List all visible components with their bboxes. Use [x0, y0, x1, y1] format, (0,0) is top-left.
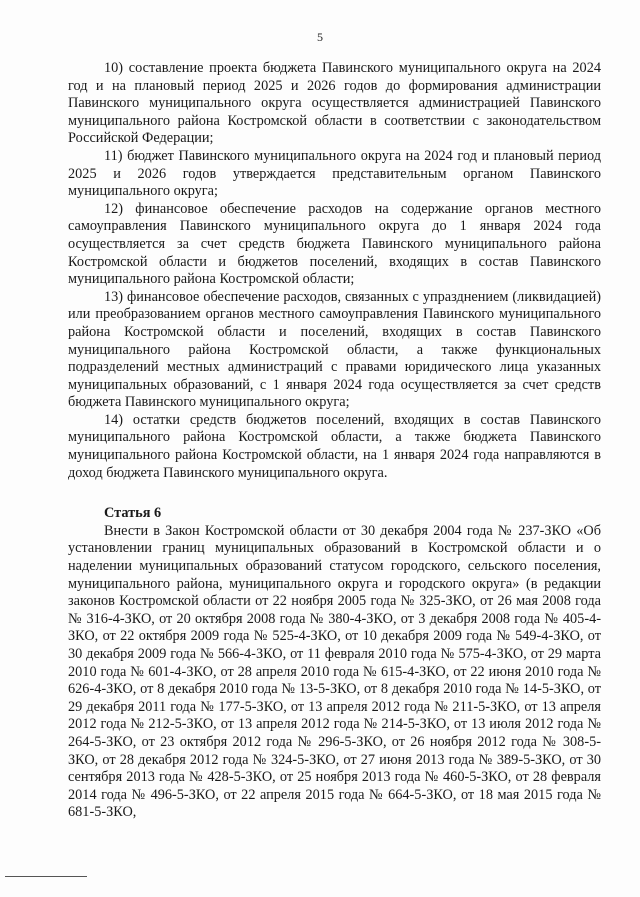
paragraph-item-12: 12) финансовое обеспечение расходов на содержание органов местного самоуправления Павинского муниципального округа до 1 января 2024 года осуществляется за счет средств бюджета Павинского муниципального района Костромской области и бюджетов поселений, входящих в состав Павинского муниципального района Костромской области; — [68, 200, 601, 288]
paragraph-item-13: 13) финансовое обеспечение расходов, связанных с упразднением (ликвидацией) или преобразованием органов местного самоуправления Павинского муниципального района Костромской области и поселений, входящих в состав Павинского муниципального района Костромской области, а также функциональных подразделений местных администраций с правами юридического лица указанных муниципальных образований, с 1 января 2024 года осуществляется за счет средств бюджета Павинского муниципального округа; — [68, 288, 601, 411]
paragraph-item-11: 11) бюджет Павинского муниципального округа на 2024 год и плановый период 2025 и 2026 годов утверждается представительным органом Павинского муниципального округа; — [68, 147, 601, 200]
paragraph-item-14: 14) остатки средств бюджетов поселений, входящих в состав Павинского муниципального района Костромской области, а также бюджета Павинского муниципального района Костромской области, на 1 января 2024 года направляются в доход бюджета Павинского муниципального округа. — [68, 411, 601, 481]
page-number: 5 — [317, 30, 323, 44]
article-text: Внести в Закон Костромской области от 30 декабря 2004 года № 237-ЗКО «Об установлении границ муниципальных образований в Костромской области и о наделении муниципальных образований статусом городского, сельского поселения, муниципального района, муниципального округа и городского округа» (в редакции законов Костромской области от 22 ноября 2005 года № 325-ЗКО, от 26 мая 2008 года № 316-4-ЗКО, от 20 октября 2008 года № 380-4-ЗКО, от 3 декабря 2008 года № 405-4-ЗКО, от 22 октября 2009 года № 525-4-ЗКО, от 10 декабря 2009 года № 549-4-ЗКО, от 30 декабря 2009 года № 566-4-ЗКО, от 11 февраля 2010 года № 575-4-ЗКО, от 29 марта 2010 года № 601-4-ЗКО, от 28 апреля 2010 года № 615-4-ЗКО, от 22 июня 2010 года № 626-4-ЗКО, от 8 декабря 2010 года № 13-5-ЗКО, от 8 декабря 2010 года № 14-5-ЗКО, от 29 декабря 2011 года № 177-5-ЗКО, от 13 апреля 2012 года № 211-5-ЗКО, от 13 апреля 2012 года № 212-5-ЗКО, от 13 апреля 2012 года № 214-5-ЗКО, от 13 июля 2012 года № 264-5-ЗКО, от 23 октября 2012 года № 296-5-ЗКО, от 26 ноября 2012 года № 308-5-ЗКО, от 28 декабря 2012 года № 324-5-ЗКО, от 27 июня 2013 года № 389-5-ЗКО, от 30 сентября 2013 года № 428-5-ЗКО, от 25 ноября 2013 года № 460-5-ЗКО, от 28 февраля 2014 года № 496-5-ЗКО, от 22 апреля 2015 года № 664-5-ЗКО, от 18 мая 2015 года № 681-5-ЗКО, — [68, 522, 601, 821]
footnote-rule — [5, 876, 87, 877]
document-body — [68, 60, 601, 822]
article-heading: Статья 6 — [104, 505, 162, 522]
paragraph-item-10: 10) составление проекта бюджета Павинского муниципального округа на 2024 год и на плановый период 2025 и 2026 годов до формирования администрации Павинского муниципального округа осуществляется администрацией Павинского муниципального района Костромской области в соответствии с законодательством Российской Федерации; — [68, 60, 601, 147]
